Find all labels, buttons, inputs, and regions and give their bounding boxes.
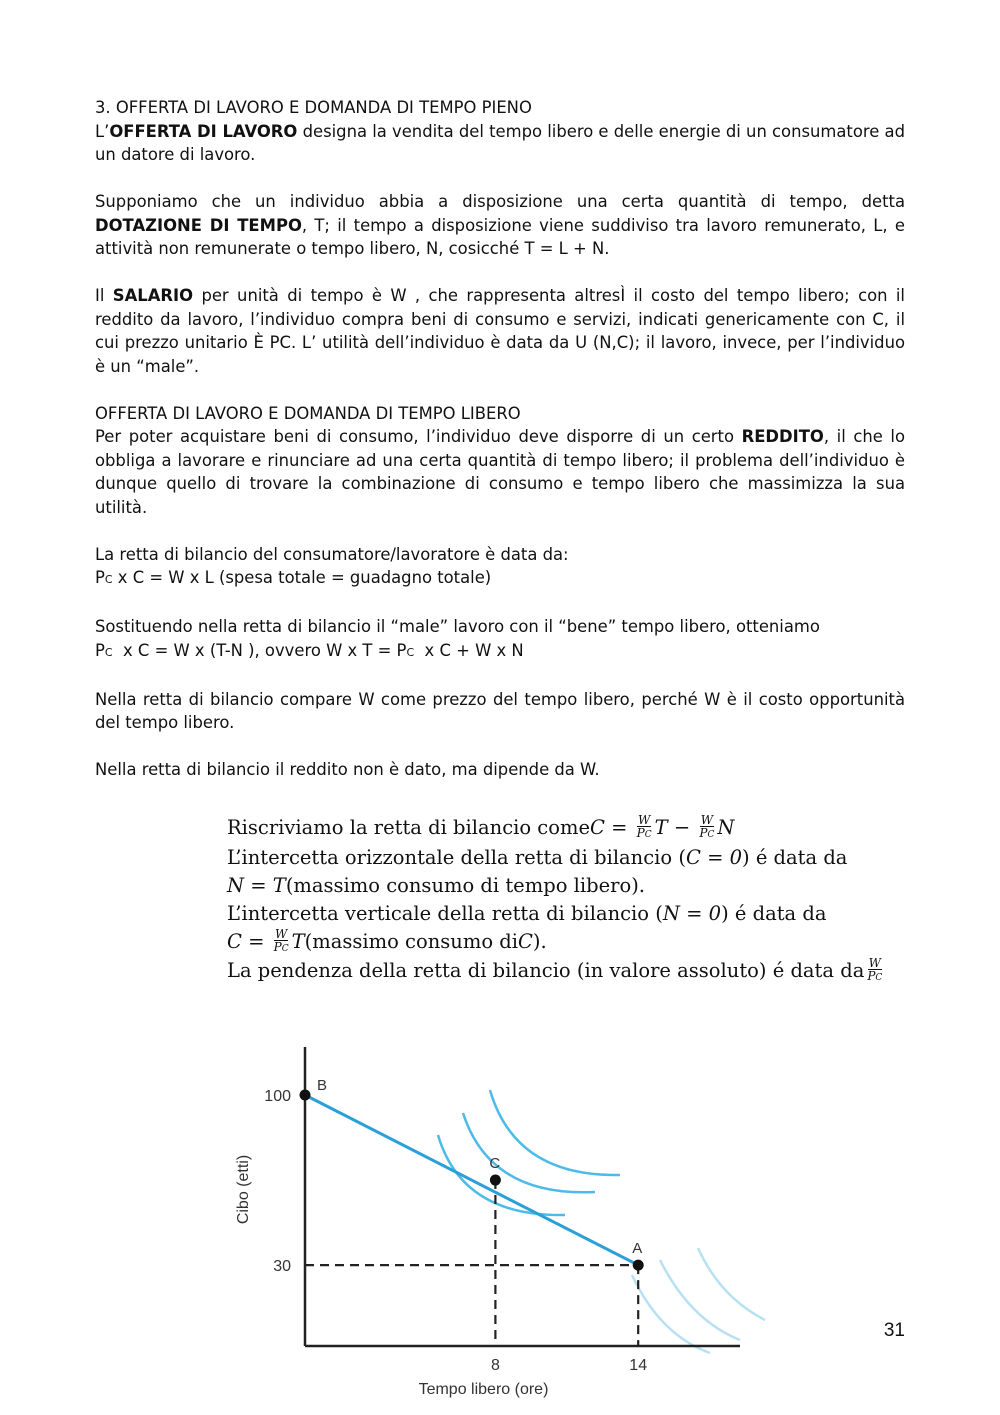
paragraph-offerta: L’OFFERTA DI LAVORO designa la vendita del tempo libero e delle energie di un consumatore ad un datore di lavoro. (95, 121, 905, 164)
point-c (490, 1175, 501, 1186)
point-label-c: C (489, 1155, 501, 1173)
budget-equation: PC x C = W x L (spesa totale = guadagno totale) (95, 568, 492, 587)
math-line-vertical-intercept: L’intercetta verticale della retta di bilancio ( N = 0 ) é data da (227, 901, 827, 925)
indifference-curve-high (490, 1090, 620, 1175)
math-line-rewrite: Riscriviamo la retta di bilancio come C = $\frac{W}{PC}$ T − $\frac{W}{PC}$ N (227, 813, 735, 840)
point-label-b: B (317, 1077, 328, 1094)
paragraph-income: Nella retta di bilancio il reddito non è dato, ma dipende da W. (95, 760, 600, 779)
paragraph-reddito: Per poter acquistare beni di consumo, l’individuo deve disporre di un certo REDDITO, il che lo obbliga a lavorare e rinunciare ad una certa quantità di tempo libero; il problema dell’individuo è dunque quello di trovare la combinazione di consumo e tempo libero che massimizza la sua utilità. (95, 427, 905, 517)
budget-line (305, 1095, 638, 1265)
term-reddito: REDDITO (741, 427, 824, 446)
paragraph-price: Nella retta di bilancio compare W come prezzo del tempo libero, perché W è il costo opportunità del tempo libero. (95, 689, 905, 732)
term-offerta-di-lavoro: OFFERTA DI LAVORO (109, 121, 298, 141)
term-dotazione-di-tempo: DOTAZIONE DI TEMPO (95, 215, 302, 235)
y-axis-label: Cibo (etti) (235, 1154, 252, 1225)
term-salario: SALARIO (112, 286, 194, 305)
point-a (633, 1260, 644, 1271)
page-number: 31 (883, 1320, 905, 1341)
budget-equation-2: PC x C = W x (T-N ), ovvero W x T = PC x C + W x N (95, 640, 524, 660)
section-offerta-lavoro (95, 96, 905, 782)
point-b (300, 1090, 311, 1101)
indifference-curve-tangent (463, 1113, 595, 1192)
indifference-curve-low (438, 1135, 565, 1215)
budget-intro: La retta di bilancio del consumatore/lavoratore è data da: (95, 544, 569, 564)
paragraph-salario: Il SALARIO per unità di tempo è W , che rappresenta altresÌ il costo del tempo libero; con il reddito da lavoro, l’individuo compra beni di consumo e servizi, indicati genericamente con C, il cui prezzo unitario È PC. L’ utilità dell’individuo è data da U (N,C); il lavoro, invece, per l’individuo è un “male”. (95, 286, 905, 376)
section-heading: 3. OFFERTA DI LAVORO E DOMANDA DI TEMPO PIENO (95, 98, 532, 117)
x-tick-label: 14 (629, 1357, 648, 1374)
budget-chart-svg (220, 1035, 780, 1398)
math-line-max-consumption: C = $\frac{W}{PC}$ T (massimo consumo di C ). (227, 926, 547, 954)
section-heading-2: OFFERTA DI LAVORO E DOMANDA DI TEMPO LIBERO (95, 403, 521, 423)
math-line-max-leisure: N = T (massimo consumo di tempo libero). (227, 873, 646, 897)
substitution-text: Sostituendo nella retta di bilancio il “male” lavoro con il “bene” tempo libero, otteniamo (95, 617, 820, 636)
faint-indifference-curve (698, 1248, 765, 1320)
math-line-horizontal-intercept: L’intercetta orizzontale della retta di bilancio ( C = 0 ) é data da (227, 845, 848, 869)
paragraph-dotazione: Supponiamo che un individuo abbia a disposizione una certa quantità di tempo, detta DOTAZIONE DI TEMPO, T; il tempo a disposizione viene suddiviso tra lavoro remunerato, L, e attività non remunerate o tempo libero, N, cosicché T = L + N. (95, 192, 905, 258)
y-tick-label: 100 (264, 1088, 291, 1105)
point-label-a: A (632, 1240, 643, 1258)
math-block (227, 812, 907, 986)
budget-chart (220, 1035, 780, 1398)
faint-indifference-curve (660, 1260, 740, 1340)
y-tick-label: 30 (273, 1258, 291, 1276)
x-tick-label: 8 (490, 1357, 500, 1374)
math-line-slope: La pendenza della retta di bilancio (in valore assoluto) é data da $\frac{W}{PC}$ (227, 956, 883, 983)
x-axis-label: Tempo libero (ore) (418, 1381, 549, 1398)
